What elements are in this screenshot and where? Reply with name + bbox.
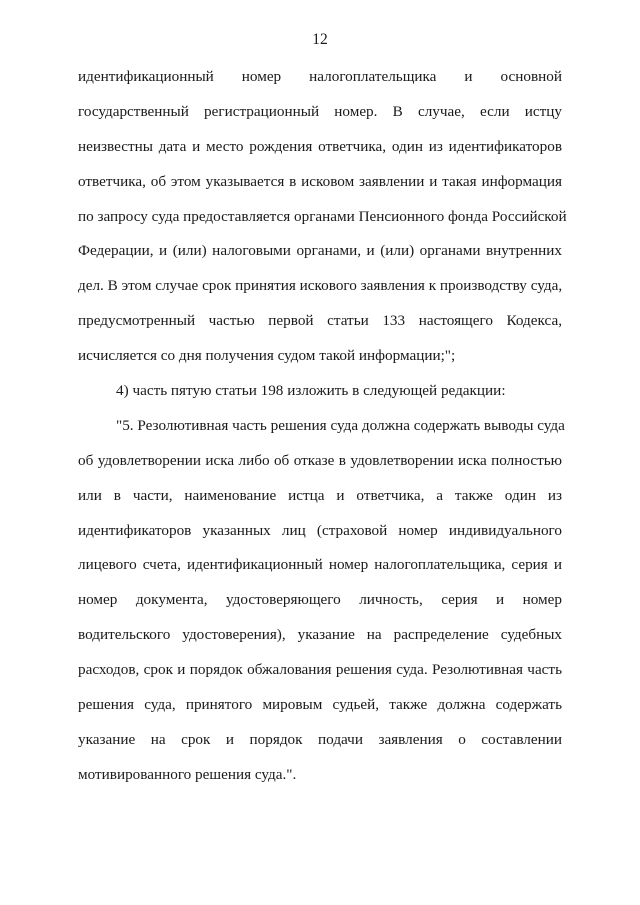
text-line: решения суда, принятого мировым судьей, также должна содержать [78,696,562,714]
text-line: идентификаторов указанных лиц (страховой номер индивидуального [78,521,562,539]
text-line: лицевого счета, идентификационный номер налогоплательщика, серия и [78,556,562,574]
text-line: неизвестны дата и место рождения ответчика, один из идентификаторов [78,137,562,155]
quoted-paragraph-start: "5. Резолютивная часть решения суда должна содержать выводы суда [116,416,565,434]
paragraph-item-4: 4) часть пятую статьи 198 изложить в следующей редакции: [116,382,506,400]
text-line: или в части, наименование истца и ответчика, а также один из [78,486,562,504]
text-line: об удовлетворении иска либо об отказе в удовлетворении иска полностью [78,451,562,469]
document-body [78,64,567,797]
text-line: дел. В этом случае срок принятия искового заявления к производству суда, [78,277,563,295]
text-line: Федерации, и (или) налоговыми органами, и (или) органами внутренних [78,242,562,260]
text-line: по запросу суда предоставляется органами Пенсионного фонда Российской [78,207,567,225]
text-line: ответчика, об этом указывается в исковом заявлении и такая информация [78,172,562,190]
text-line: предусмотренный частью первой статьи 133 настоящего Кодекса, [78,312,562,330]
text-line: мотивированного решения суда.". [78,765,297,783]
text-line: исчисляется со дня получения судом такой информации;"; [78,347,456,365]
text-line: государственный регистрационный номер. В случае, если истцу [78,102,562,120]
text-line: идентификационный номер налогоплательщика и основной [78,68,562,85]
page-number: 12 [312,31,328,48]
text-line: расходов, срок и порядок обжалования решения суда. Резолютивная часть [78,661,562,679]
text-line: указание на срок и порядок подачи заявления о составлении [78,730,562,748]
text-line: номер документа, удостоверяющего личность, серия и номер [78,591,562,609]
text-line: водительского удостоверения), указание на распределение судебных [78,626,562,644]
